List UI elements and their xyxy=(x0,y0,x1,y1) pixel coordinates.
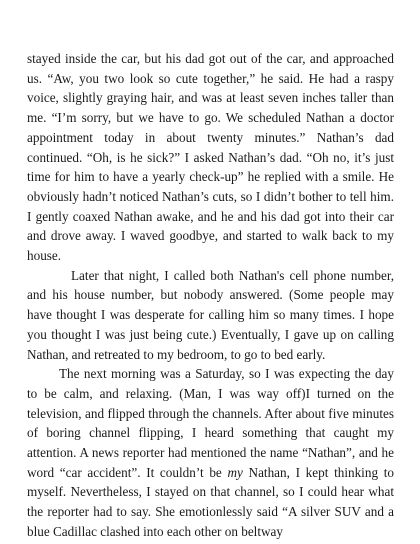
paragraph-1 xyxy=(27,49,394,266)
paragraph-3-text-b: Nathan, I kept thinking to myself. Nevertheless, I stayed on that channel, so I could hear what the reporter had to say. She emotionlessly said “A silver SUV and a blue Cadillac clashed into each other on beltway xyxy=(27,464,394,539)
paragraph-3-text-a: The next morning was a Saturday, so I was expecting the day to be calm, and relaxing. (Man, I was way off)I turned on the television, and flipped through the channels. After about five minutes of boring channel flipping, I heard something that caught my attention. A news reporter had mentioned the name “Nathan”, and he word “car accident”. It couldn’t be xyxy=(27,366,394,480)
paragraph-3 xyxy=(27,364,394,541)
paragraph-2-text: Later that night, I called both Nathan's cell phone number, and his house number, but nobody answered. (Some people may have thought I was desperate for calling him so many times. I hope you thought I was just being cute.) Eventually, I gave up on calling Nathan, and retreated to my bedroom, to go to bed early. xyxy=(27,267,394,362)
document-page xyxy=(27,49,394,542)
paragraph-2 xyxy=(27,266,394,365)
paragraph-1-text: stayed inside the car, but his dad got out of the car, and approached us. “Aw, you two look so cute together,” he said. He had a raspy voice, slightly graying hair, and was at least seven inches taller than me. “I’m sorry, but we have to go. We scheduled Nathan a doctor appointment today in about twenty minutes.” Nathan’s dad continued. “Oh, is he sick?” I asked Nathan’s dad. “Oh no, it’s just time for him to have a yearly check-up” he replied with a smile. He obviously hadn’t noticed Nathan’s cuts, so I didn’t bother to tell him. I gently coaxed Nathan awake, and he and his dad got into their car and drove away. I waved goodbye, and started to walk back to my house. xyxy=(27,51,394,264)
paragraph-3-italic: my xyxy=(227,464,243,480)
